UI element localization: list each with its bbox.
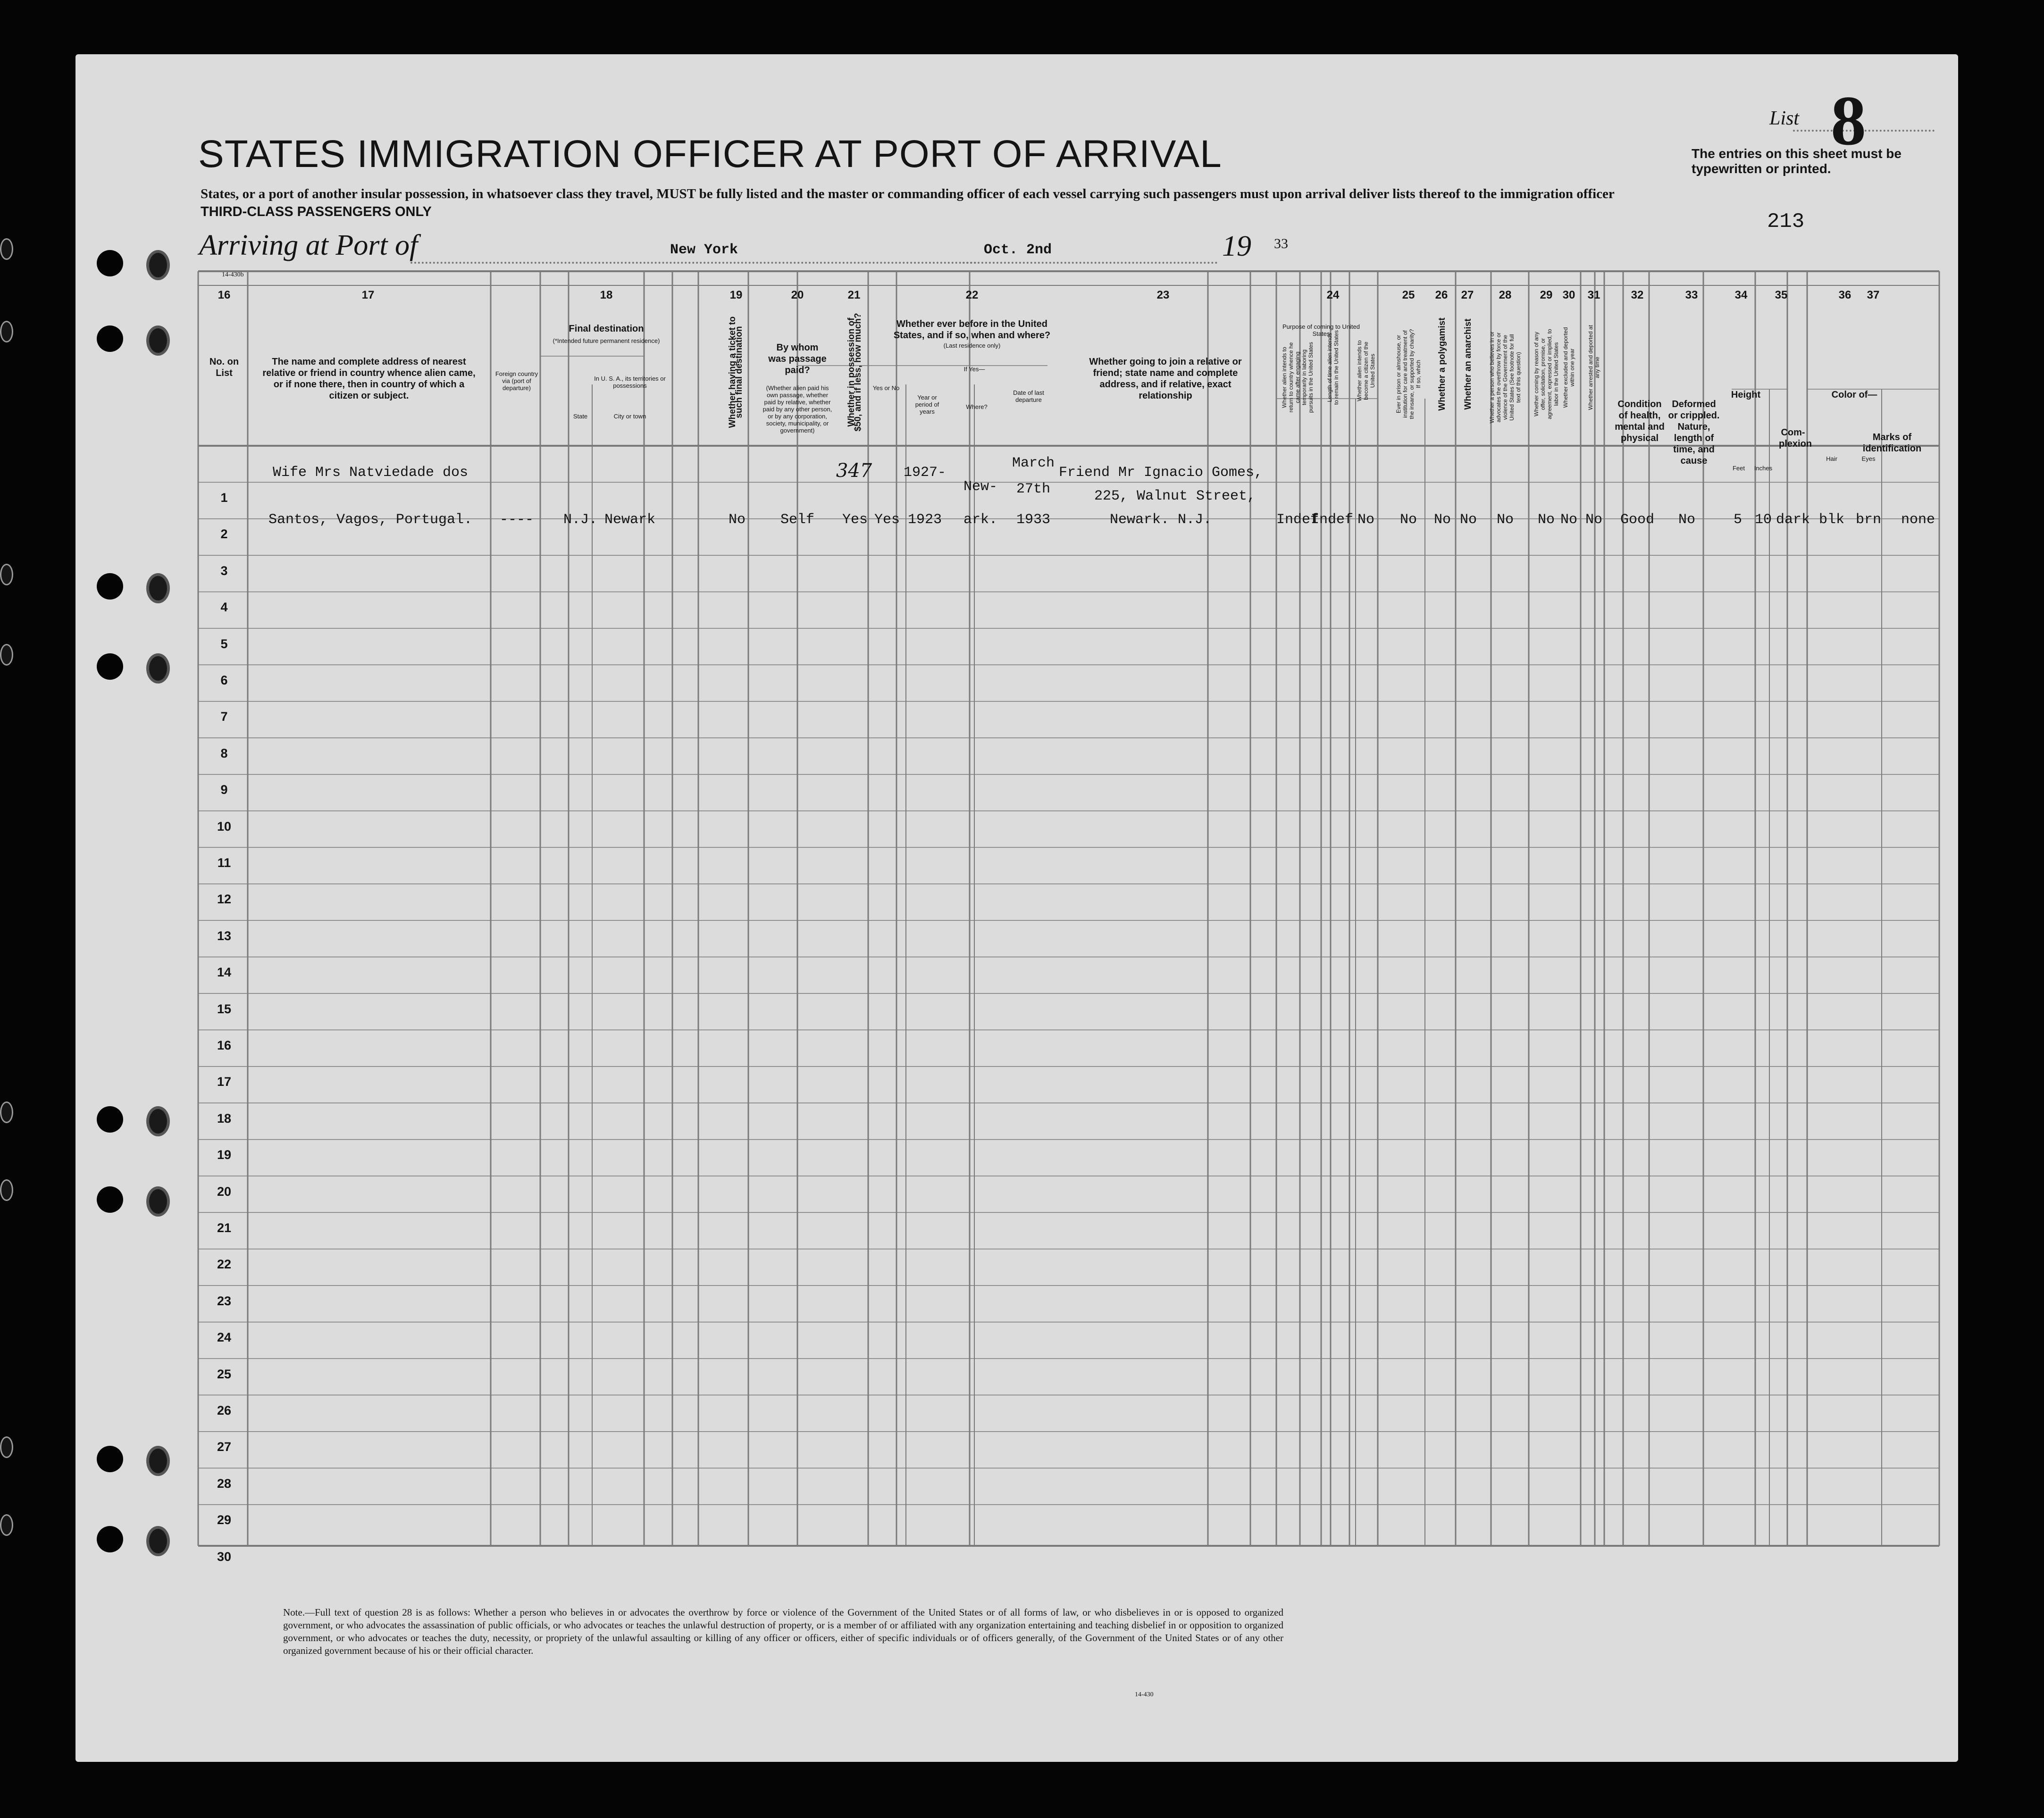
edge-hole xyxy=(0,1101,13,1123)
date-value: Oct. 2nd xyxy=(984,242,1052,258)
entry-ticket: No xyxy=(728,512,746,528)
row-number: 4 xyxy=(220,600,228,615)
column-number-36: 36 xyxy=(1838,289,1851,301)
row-number: 26 xyxy=(217,1403,232,1418)
column-number-19: 19 xyxy=(729,289,743,301)
entry-join-line2: 225, Walnut Street, xyxy=(1094,488,1256,504)
punch-hole xyxy=(97,250,123,276)
column-number-28: 28 xyxy=(1499,289,1512,301)
entry-health: Good xyxy=(1620,512,1655,528)
column-number-24: 24 xyxy=(1326,289,1340,301)
column-number-25: 25 xyxy=(1402,289,1415,301)
row-number: 19 xyxy=(217,1148,232,1162)
punch-hole xyxy=(97,653,123,680)
header-health: Condition of health, mental and physical xyxy=(1615,399,1665,443)
column-number-30: 30 xyxy=(1562,289,1575,301)
row-number: 28 xyxy=(217,1476,232,1491)
header-length-stay: Length of time alien intends to remain in the United States xyxy=(1326,330,1340,405)
entry-anarchist: No xyxy=(1459,512,1477,528)
entry-polygamist: No xyxy=(1433,512,1451,528)
column-number-34: 34 xyxy=(1734,289,1748,301)
header-citizen-intent: Whether alien intends to become a citizen of the United States xyxy=(1356,340,1376,401)
entry-join-line1: Friend Mr Ignacio Gomes, xyxy=(1058,465,1263,481)
row-number: 1 xyxy=(220,491,228,505)
column-number-16: 16 xyxy=(218,289,231,301)
header-join-relative: Whether going to join a relative or friend; state name and complete address, and if relative, exact relationship xyxy=(1089,357,1242,401)
row-number: 11 xyxy=(217,856,231,870)
header-last-residence: (Last residence only) xyxy=(943,342,1001,349)
punch-hole xyxy=(97,1526,123,1552)
header-labor-offer: Whether coming by reason of any offer, solicitation, promise, or agreement, expressed or implied, to labor in the United States xyxy=(1533,329,1559,419)
edge-hole xyxy=(0,1179,13,1201)
row-number: 13 xyxy=(217,928,232,943)
punch-hole-mark xyxy=(146,1526,170,1556)
header-inches: Inches xyxy=(1754,465,1773,472)
entry-deformed: No xyxy=(1678,512,1696,528)
header-before-in-us: Whether ever before in the United States, and if so, when and where? xyxy=(893,319,1051,341)
row-number: 24 xyxy=(217,1330,232,1345)
header-yes-or-no: Yes or No xyxy=(872,384,900,392)
row-number: 14 xyxy=(217,965,232,980)
header-overthrow: Whether a person who believes in or advocates the overthrow by force or violence of the Government of the United States (See footnote for full text of this question) xyxy=(1489,331,1522,424)
entry-where-line2: ark. xyxy=(963,512,998,528)
entry-money: Yes xyxy=(842,512,868,528)
row-number: 23 xyxy=(217,1293,232,1308)
punch-hole-mark xyxy=(146,250,170,280)
header-state: State xyxy=(573,413,588,420)
edge-hole xyxy=(0,564,13,585)
edge-hole xyxy=(0,1514,13,1536)
entry-deported: No xyxy=(1585,512,1603,528)
row-number: 16 xyxy=(217,1038,232,1052)
header-eyes: Eyes xyxy=(1861,455,1876,462)
passenger-class: THIRD-CLASS PASSENGERS ONLY xyxy=(201,204,432,219)
entry-marks: none xyxy=(1901,512,1935,528)
entry-before-in-us: Yes xyxy=(874,512,900,528)
row-number: 30 xyxy=(217,1549,232,1564)
row-number: 15 xyxy=(217,1001,232,1016)
entry-citizen: No xyxy=(1357,512,1375,528)
header-deformed: Deformed or crippled. Nature, length of time, and cause xyxy=(1668,399,1720,466)
header-nearest-relative: The name and complete address of nearest relative or friend in country whence alien came, or if none there, then in country of which a citizen or subject. xyxy=(262,357,476,401)
header-if-yes: If Yes— xyxy=(963,366,985,373)
punch-hole xyxy=(97,325,123,352)
arriving-label: Arriving at Port of xyxy=(199,229,418,261)
entry-relative-line2: Santos, Vagos, Portugal. xyxy=(268,512,473,528)
entry-departure-line2: 27th xyxy=(1016,481,1051,497)
punch-hole xyxy=(97,573,123,600)
punch-hole xyxy=(97,1446,123,1472)
column-number-32: 32 xyxy=(1631,289,1644,301)
entry-overthrow: No xyxy=(1496,512,1514,528)
entry-departure-line3: 1933 xyxy=(1016,512,1051,528)
entry-money-annotation: 347 xyxy=(836,460,872,482)
header-polygamist: Whether a polygamist xyxy=(1437,317,1447,411)
entry-state: N.J. xyxy=(563,512,598,528)
column-number-37: 37 xyxy=(1867,289,1880,301)
entry-relative-line1: Wife Mrs Natviedade dos xyxy=(272,465,469,481)
row-number: 22 xyxy=(217,1257,232,1272)
footnote: Note.—Full text of question 28 is as follows: Whether a person who believes in or advocates the overthrow by force or violence of the Government of the United States or of all forms of law, or who disbelieves in or is opposed to organized government, or who advocates the assassination of public officials, or who advocates or teaches the unlawful destruction of property, or is a member of or affiliated with any organization entertaining and teaching disbelief in or opposition to organized government, or who advocates or teaches the duty, necessity, or propriety of the unlawful assaulting or killing of any officer or officers, either of specific individuals or of officers generally, of the Government of the United States or of any other organized government because of his or their official character. xyxy=(283,1607,1283,1656)
row-number: 3 xyxy=(220,563,228,578)
punch-hole-mark xyxy=(146,653,170,684)
date-dotted-line xyxy=(963,262,1217,264)
column-number-35: 35 xyxy=(1775,289,1788,301)
row-number: 29 xyxy=(217,1513,232,1527)
column-number-18: 18 xyxy=(600,289,613,301)
header-anarchist: Whether an anarchist xyxy=(1463,318,1473,410)
law-line: States, or a port of another insular possession, in whatsoever class they travel, MUST be fully listed and the master or commanding officer of each vessel carrying such passengers must upon arrival deliver lists thereof to the immigration officer xyxy=(201,186,1615,201)
entry-departure-line1: March xyxy=(1012,455,1055,471)
row-number: 5 xyxy=(220,636,228,651)
header-date-last-departure: Date of last departure xyxy=(1013,389,1044,403)
punch-hole-mark xyxy=(146,325,170,356)
header-where: Where? xyxy=(966,403,988,410)
header-marks: Marks of identification xyxy=(1862,432,1922,454)
row-number: 21 xyxy=(217,1221,232,1235)
column-number-31: 31 xyxy=(1587,289,1600,301)
row-number: 12 xyxy=(217,892,232,907)
entry-return-intent: Indef xyxy=(1276,512,1319,528)
header-hair: Hair xyxy=(1826,455,1837,462)
form-code-top: 14-430b xyxy=(222,271,244,278)
entry-years-line2: 1923 xyxy=(907,512,942,528)
header-year-period: Year or period of years xyxy=(915,394,939,415)
column-number-20: 20 xyxy=(791,289,804,301)
row-number: 2 xyxy=(220,527,228,542)
entry-where-line1: New- xyxy=(963,479,998,495)
form-code-bottom: 14-430 xyxy=(1135,1691,1154,1698)
column-number-33: 33 xyxy=(1685,289,1698,301)
entry-join-line3: Newark. N.J. xyxy=(1109,512,1212,528)
column-number-22: 22 xyxy=(965,289,979,301)
header-deported: Whether arrested and deported at any time xyxy=(1587,325,1600,410)
manifest-sheet xyxy=(75,54,1958,1762)
column-number-27: 27 xyxy=(1461,289,1474,301)
edge-hole xyxy=(0,1436,13,1458)
header-purpose: Purpose of coming to United States xyxy=(1282,323,1360,337)
entries-note: The entries on this sheet must be typewritten or printed. xyxy=(1692,146,1902,176)
header-in-usa: In U. S. A., its territories or possessions xyxy=(594,375,666,389)
header-color-of: Color of— xyxy=(1831,390,1877,400)
header-final-destination: Final destination xyxy=(569,324,644,334)
entry-eyes: brn xyxy=(1855,512,1882,528)
list-number: 8 xyxy=(1831,82,1866,160)
entry-foreign-country: ---- xyxy=(499,512,534,528)
header-passage-paid: By whom was passage paid? xyxy=(768,342,827,375)
row-number: 9 xyxy=(220,783,228,797)
year-suffix: 33 xyxy=(1274,236,1288,251)
entry-paid-by: Self xyxy=(780,512,815,528)
entry-complexion: dark xyxy=(1776,512,1810,528)
manifest-grid xyxy=(75,54,1958,1762)
row-number: 18 xyxy=(217,1111,232,1126)
edge-hole xyxy=(0,238,13,260)
row-number: 8 xyxy=(220,746,228,760)
row-number: 10 xyxy=(217,819,232,834)
punch-hole xyxy=(97,1186,123,1213)
port-value: New York xyxy=(670,242,738,258)
header-final-destination-note: (*Intended future permanent residence) xyxy=(553,337,660,344)
edge-hole xyxy=(0,644,13,666)
punch-hole-mark xyxy=(146,573,170,603)
entry-excluded: No xyxy=(1560,512,1578,528)
row-number: 7 xyxy=(220,709,228,724)
row-number: 17 xyxy=(217,1075,232,1089)
column-number-29: 29 xyxy=(1540,289,1553,301)
column-number-23: 23 xyxy=(1156,289,1170,301)
punch-hole-mark xyxy=(146,1106,170,1136)
entry-feet: 5 xyxy=(1733,512,1742,528)
entry-years-line1: 1927- xyxy=(903,465,947,481)
entry-city: Newark xyxy=(604,512,656,528)
header-city: City or town xyxy=(613,413,646,420)
entry-prison: No xyxy=(1399,512,1417,528)
column-number-26: 26 xyxy=(1435,289,1448,301)
entry-labor-offer: No xyxy=(1537,512,1555,528)
page-number: 213 xyxy=(1767,210,1805,234)
header-passage-paid-note: (Whether alien paid his own passage, whether paid by relative, whether paid by any other person, or by any corporation, society, municipality, or government) xyxy=(762,384,832,434)
year-prefix: 19 xyxy=(1222,230,1251,262)
entry-hair: blk xyxy=(1818,512,1845,528)
header-return-intent: Whether alien intends to return to country whence he came after engaging temporarily in laboring pursuits in the United States xyxy=(1281,342,1314,413)
punch-hole xyxy=(97,1106,123,1133)
edge-hole xyxy=(0,321,13,342)
header-fifty-dollars: Whether in possession of $50, and if less, how much? xyxy=(846,313,863,432)
header-prison: Ever in prison or almshouse, or institution for care and treatment of the insane, or supported by charity? If so, which xyxy=(1395,329,1422,419)
page-title: STATES IMMIGRATION OFFICER AT PORT OF ARRIVAL xyxy=(198,133,1222,175)
header-ticket: Whether having a ticket to such final destination xyxy=(728,316,744,428)
row-number: 25 xyxy=(217,1367,232,1381)
entry-inches: 10 xyxy=(1754,512,1772,528)
punch-hole-mark xyxy=(146,1186,170,1217)
list-label: List xyxy=(1769,108,1800,129)
header-complexion: Com-plexion xyxy=(1779,427,1812,449)
header-no-on-list: No. on List xyxy=(209,357,239,378)
header-height: Height xyxy=(1731,390,1761,400)
header-feet: Feet xyxy=(1732,465,1745,472)
row-number: 27 xyxy=(217,1440,232,1454)
punch-hole-mark xyxy=(146,1446,170,1476)
header-excluded: Whether excluded and deported within one year xyxy=(1562,327,1575,408)
column-number-21: 21 xyxy=(847,289,861,301)
row-number: 6 xyxy=(220,673,228,687)
entry-length-stay: Indef xyxy=(1310,512,1354,528)
header-foreign-country: Foreign country via (port of departure) xyxy=(495,370,538,392)
column-number-17: 17 xyxy=(361,289,375,301)
row-number: 20 xyxy=(217,1184,232,1199)
port-dotted-line xyxy=(410,262,977,264)
